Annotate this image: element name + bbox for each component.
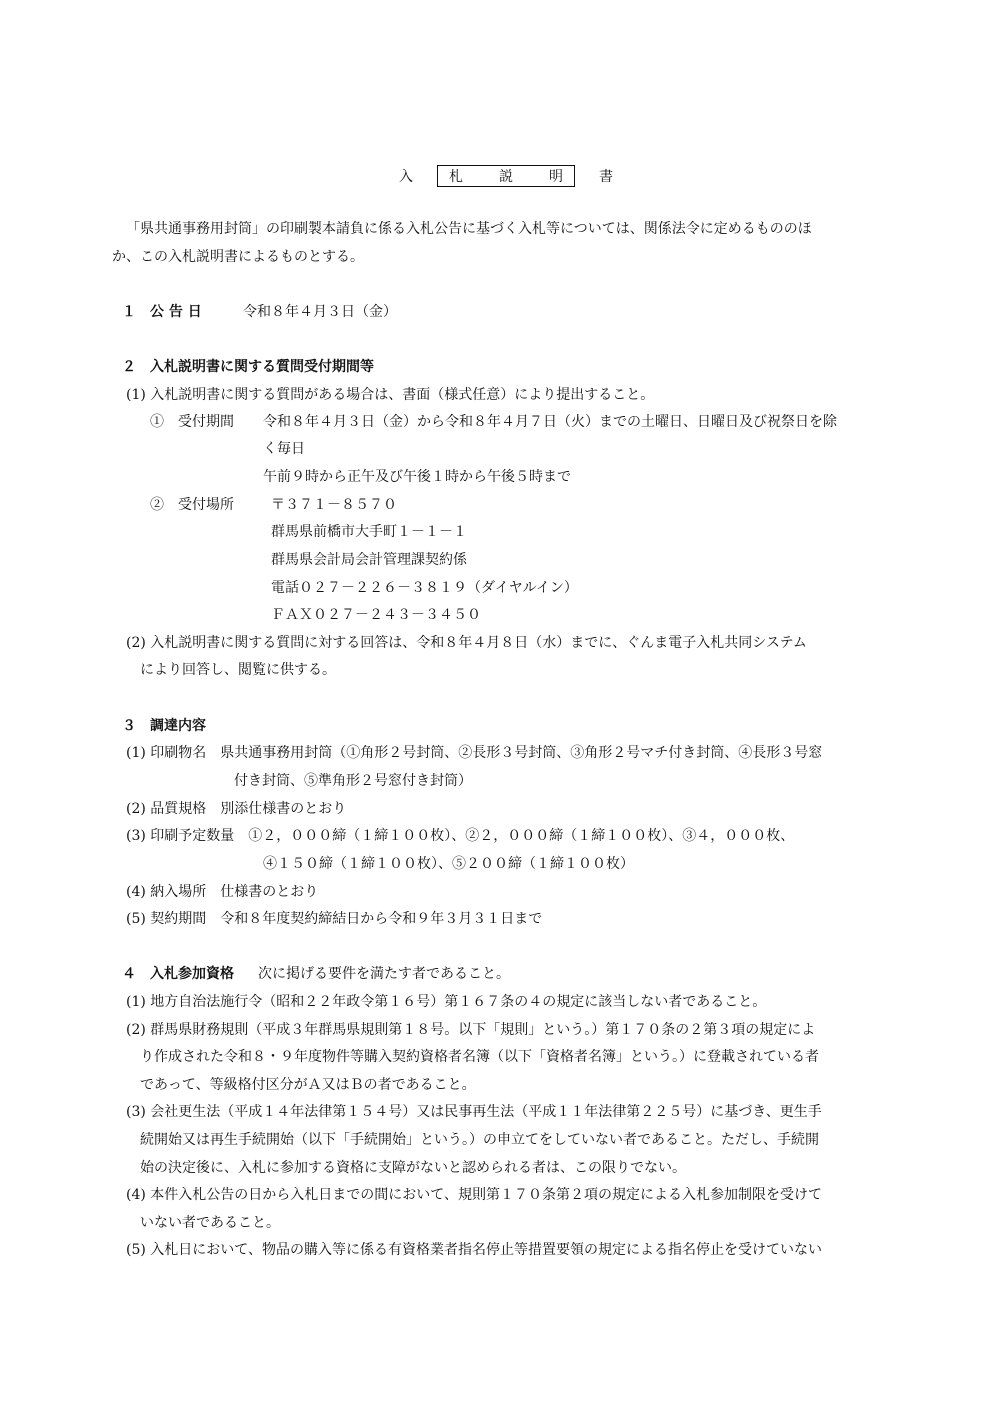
- section3-item2: (2) 品質規格 別添仕様書のとおり: [126, 801, 347, 817]
- section4-item3-line-2: 続開始又は再生手続開始（以下「手続開始」という。）の申立てをしていない者であること。ただし、手続開: [140, 1132, 819, 1148]
- section2-item1: (1) 入札説明書に関する質問がある場合は、書面（様式任意）により提出すること。: [126, 387, 655, 403]
- section4-heading: ４ 入札参加資格: [122, 966, 234, 982]
- reception-period-label: ① 受付期間: [150, 414, 234, 430]
- reception-period-line-2: く毎日: [263, 441, 305, 457]
- postal-code: 〒３７１－８５７０: [271, 497, 397, 513]
- office-name: 群馬県会計局会計管理課契約係: [271, 552, 467, 568]
- section4-heading-tail: 次に掲げる要件を満たす者であること。: [258, 966, 510, 982]
- section4-item3-line-3: 始の決定後に、入札に参加する資格に支障がないと認められる者は、この限りでない。: [140, 1160, 686, 1176]
- section4-item2-line-1: (2) 群馬県財務規則（平成３年群馬県規則第１８号。以下「規則」という。）第１７０条の２第３項の規定によ: [126, 1022, 816, 1038]
- section3-item3-line-2: ④１５０締（１締１００枚）、⑤２００締（１締１００枚）: [263, 856, 634, 872]
- section3-item3-line-1: (3) 印刷予定数量 ①２，０００締（１締１００枚）、②２，０００締（１締１００枚）、③４，０００枚、: [126, 828, 795, 844]
- section3-item1-line-1: (1) 印刷物名 県共通事務用封筒（①角形２号封筒、②長形３号封筒、③角形２号マチ付き封筒、④長形３号窓: [126, 745, 823, 761]
- section3-item4: (4) 納入場所 仕様書のとおり: [126, 884, 319, 900]
- section1-heading: １ 公 告 日: [122, 304, 202, 320]
- section4-item3-line-1: (3) 会社更生法（平成１４年法律第１５４号）又は民事再生法（平成１１年法律第２２５号）に基づき、更生手: [126, 1104, 822, 1120]
- document-title: 入 札 説 明 書: [437, 165, 575, 187]
- reception-period-line-1: 令和８年４月３日（金）から令和８年４月７日（火）までの土曜日、日曜日及び祝祭日を除: [263, 414, 837, 430]
- section4-item5-line-1: (5) 入札日において、物品の購入等に係る有資格業者指名停止等措置要領の規定による指名停止を受けていない: [126, 1242, 822, 1258]
- section4-item1: (1) 地方自治法施行令（昭和２２年政令第１６号）第１６７条の４の規定に該当しない者であること。: [126, 994, 767, 1010]
- section3-item1-line-2: 付き封筒、⑤準角形２号窓付き封筒）: [234, 773, 472, 789]
- section3-heading: ３ 調達内容: [122, 718, 206, 734]
- section2-heading: ２ 入札説明書に関する質問受付期間等: [122, 359, 374, 375]
- section2-item2-line-2: により回答し、閲覧に供する。: [140, 662, 336, 678]
- section3-item5: (5) 契約期間 令和８年度契約締結日から令和９年３月３１日まで: [126, 911, 543, 927]
- section4-item4-line-2: いない者であること。: [140, 1215, 280, 1231]
- section4-item4-line-1: (4) 本件入札公告の日から入札日までの間において、規則第１７０条第２項の規定による入札参加制限を受けて: [126, 1187, 822, 1203]
- reception-place-label: ② 受付場所: [150, 497, 234, 513]
- section2-item2-line-1: (2) 入札説明書に関する質問に対する回答は、令和８年４月８日（水）までに、ぐんま電子入札共同システム: [126, 635, 807, 651]
- section4-item2-line-3: であって、等級格付区分がＡ又はＢの者であること。: [140, 1077, 476, 1093]
- fax-number: ＦＡＸ０２７－２４３－３４５０: [271, 607, 481, 623]
- section4-item2-line-2: り作成された令和８・９年度物件等購入契約資格者名簿（以下「資格者名簿」という。）に登載されている者: [140, 1049, 819, 1065]
- reception-hours: 午前９時から正午及び午後１時から午後５時まで: [263, 469, 571, 485]
- intro-line-1: 「県共通事務用封筒」の印刷製本請負に係る入札公告に基づく入札等については、関係法令に定めるもののほ: [126, 221, 812, 237]
- announcement-date: 令和８年４月３日（金）: [243, 304, 397, 320]
- intro-line-2: か、この入札説明書によるものとする。: [112, 249, 364, 265]
- phone-number: 電話０２７－２２６－３８１９（ダイヤルイン）: [271, 580, 578, 596]
- address: 群馬県前橋市大手町１－１－１: [271, 524, 467, 540]
